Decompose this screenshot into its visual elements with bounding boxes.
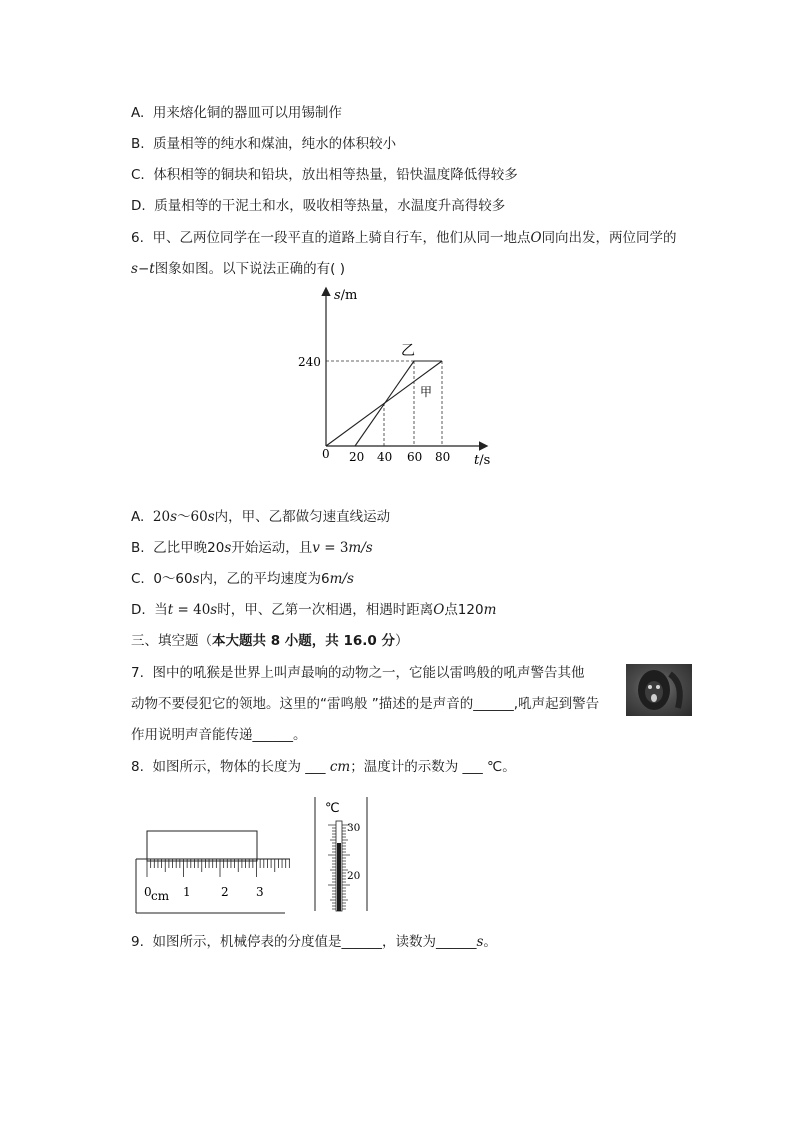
q6-stem-line1: 6. 甲、乙两位同学在一段平直的道路上骑自行车，他们从同一地点O同向出发，两位同学的 bbox=[131, 230, 677, 246]
monkey-image bbox=[626, 664, 692, 716]
x-tick-20: 20 bbox=[349, 450, 365, 464]
q6-stem-line2: s−t图象如图。以下说法正确的有( ) bbox=[131, 261, 346, 277]
y-tick-240: 240 bbox=[298, 355, 321, 369]
ruler-label-2: 2 bbox=[221, 885, 229, 899]
howler-monkey-photo bbox=[626, 664, 692, 716]
measured-object bbox=[147, 831, 257, 861]
thermometer-figure bbox=[308, 795, 374, 915]
q7-line2: 动物不要侵犯它的领地。这里的“雷鸣般 ”描述的是声音的______,吼声起到警告 bbox=[131, 696, 600, 712]
q6-option-c: C. 0～60s内，乙的平均速度为6m/s bbox=[131, 571, 354, 587]
q5-option-b: B. 质量相等的纯水和煤油，纯水的体积较小 bbox=[131, 136, 397, 152]
q5-option-a: A. 用来熔化铜的器皿可以用锡制作 bbox=[131, 105, 342, 121]
q5-option-d: D. 质量相等的干泥土和水，吸收相等热量，水温度升高得较多 bbox=[131, 198, 506, 214]
q6-option-d: D. 当t = 40s时，甲、乙第一次相遇，相遇时距离O点120m bbox=[131, 602, 497, 618]
ruler-label-0: 0 bbox=[144, 885, 152, 899]
y-axis-label: s/m bbox=[334, 288, 358, 303]
x-tick-80: 80 bbox=[435, 450, 451, 464]
ruler-label-cm: cm bbox=[151, 889, 170, 903]
thermometer-liquid bbox=[337, 843, 341, 911]
ruler-ticks bbox=[147, 859, 289, 877]
q6-option-b: B. 乙比甲晚20s开始运动，且v = 3m/s bbox=[131, 540, 373, 556]
ruler-figure bbox=[130, 825, 300, 917]
q7-line1: 7. 图中的吼猴是世界上叫声最响的动物之一，它能以雷鸣般的吼声警告其他 bbox=[131, 665, 585, 681]
series-yi-label: 乙 bbox=[401, 343, 415, 359]
series-yi-line bbox=[355, 361, 414, 446]
thermometer-unit: ℃ bbox=[325, 801, 340, 816]
series-jia-label: 甲 bbox=[420, 385, 433, 399]
q5-option-c: C. 体积相等的铜块和铅块，放出相等热量，铅快温度降低得较多 bbox=[131, 167, 518, 183]
section-3-heading: 三、填空题（本大题共 8 小题，共 16.0 分） bbox=[131, 633, 409, 649]
q8-stem: 8. 如图所示，物体的长度为 ___ cm；温度计的示数为 ___ ℃。 bbox=[131, 759, 516, 775]
q7-line3: 作用说明声音能传递______。 bbox=[131, 727, 307, 743]
x-tick-40: 40 bbox=[377, 450, 393, 464]
ruler-label-1: 1 bbox=[183, 885, 191, 899]
q9-stem: 9. 如图所示，机械停表的分度值是______，读数为______s。 bbox=[131, 934, 497, 950]
thermometer-label-30: 30 bbox=[347, 822, 361, 834]
thermometer-label-20: 20 bbox=[347, 870, 361, 882]
q6-st-graph bbox=[290, 283, 510, 473]
ruler-label-3: 3 bbox=[256, 885, 264, 899]
x-tick-60: 60 bbox=[407, 450, 423, 464]
x-axis-label: t/s bbox=[474, 453, 491, 468]
origin-label: 0 bbox=[322, 447, 330, 461]
q6-option-a: A. 20s～60s内，甲、乙都做匀速直线运动 bbox=[131, 509, 391, 525]
